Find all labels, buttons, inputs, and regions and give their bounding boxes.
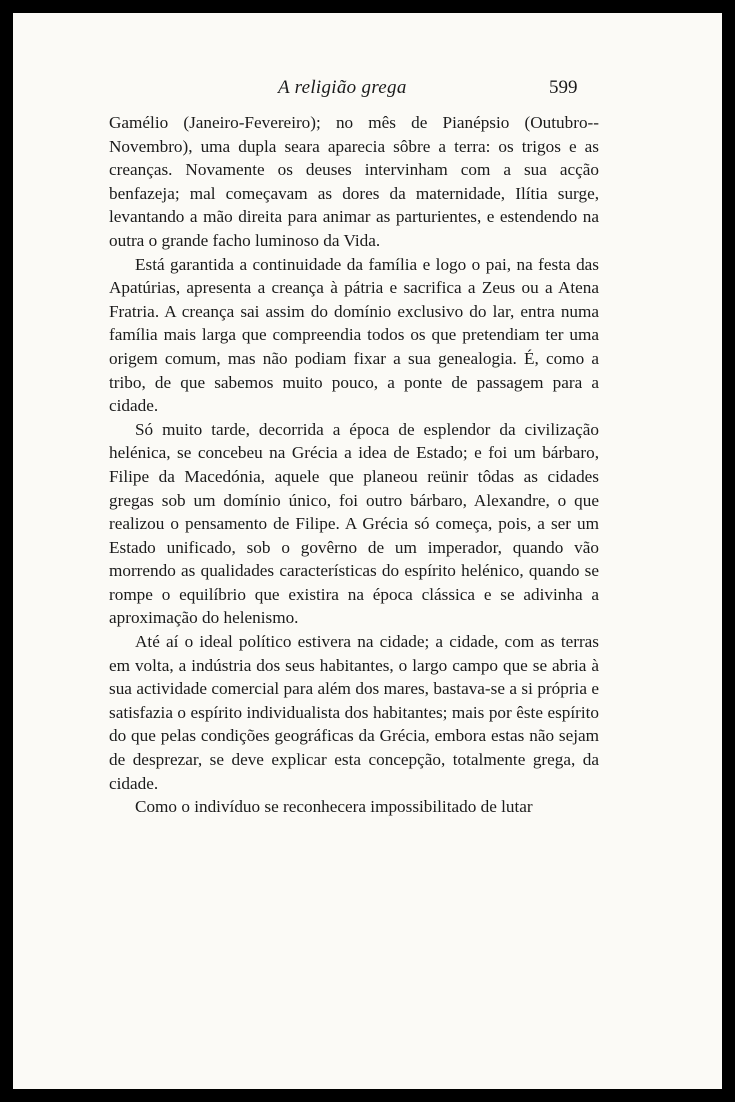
paragraph: Só muito tarde, decorrida a época de esplendor da civilização helénica, se concebeu na Grécia a idea de Estado; e foi um bárbaro, Filipe da Macedónia, aquele que planeou reünir tôdas as cidades gregas sob um domínio único, foi outro bárbaro, Alexandre, o que realizou o pensamento de Filipe. A Grécia só começa, pois, a ser um Estado unificado, sob o govêrno de um imperador, quando vão morrendo as qualidades características do espírito helénico, quando se rompe o equilíbrio que existira na época clássica e se adivinha a aproximação do helenismo.: [109, 419, 599, 628]
running-title: A religião grega: [278, 77, 407, 98]
paragraph: Está garantida a continuidade da família e logo o pai, na festa das Apatúrias, apresenta a creança à pátria e sacrifica a Zeus ou a Atena Fratria. A creança sai assim do domínio exclusivo do lar, entra numa família mais larga que compreendia todos os que pretendiam ter uma origem comum, mas não podiam fixar a sua genealogia. É, como a tribo, de que sabemos muito pouco, a ponte de passagem para a cidade.: [109, 254, 599, 416]
book-page: [13, 13, 722, 1089]
paragraph-continued: Gamélio (Janeiro-Fevereiro); no mês de Pianépsio (Outubro--Novembro), uma dupla seara aparecia sôbre a terra: os trigos e as creanças. Novamente os deuses intervinham com a sua acção benfazeja; mal começavam as dores da maternidade, Ilítia surge, levantando a mão direita para animar as parturientes, e estendendo na outra o grande facho luminoso da Vida.: [109, 113, 599, 250]
running-head: [13, 77, 722, 103]
paragraph-last-line: Como o indivíduo se reconhecera impossibilitado de lutar: [135, 797, 533, 817]
page-number: 599: [549, 77, 578, 98]
paragraph: Até aí o ideal político estivera na cidade; a cidade, com as terras em volta, a indústria dos seus habitantes, o largo campo que se abria à sua actividade comercial para além dos mares, bastava-se a si própria e satisfazia o espírito individualista dos habitantes; mais por êste espírito do que pelas condições geográficas da Grécia, embora estas não sejam de desprezar, se deve explicar esta concepção, totalmente grega, da cidade.: [109, 632, 599, 793]
body-text: [109, 111, 599, 819]
